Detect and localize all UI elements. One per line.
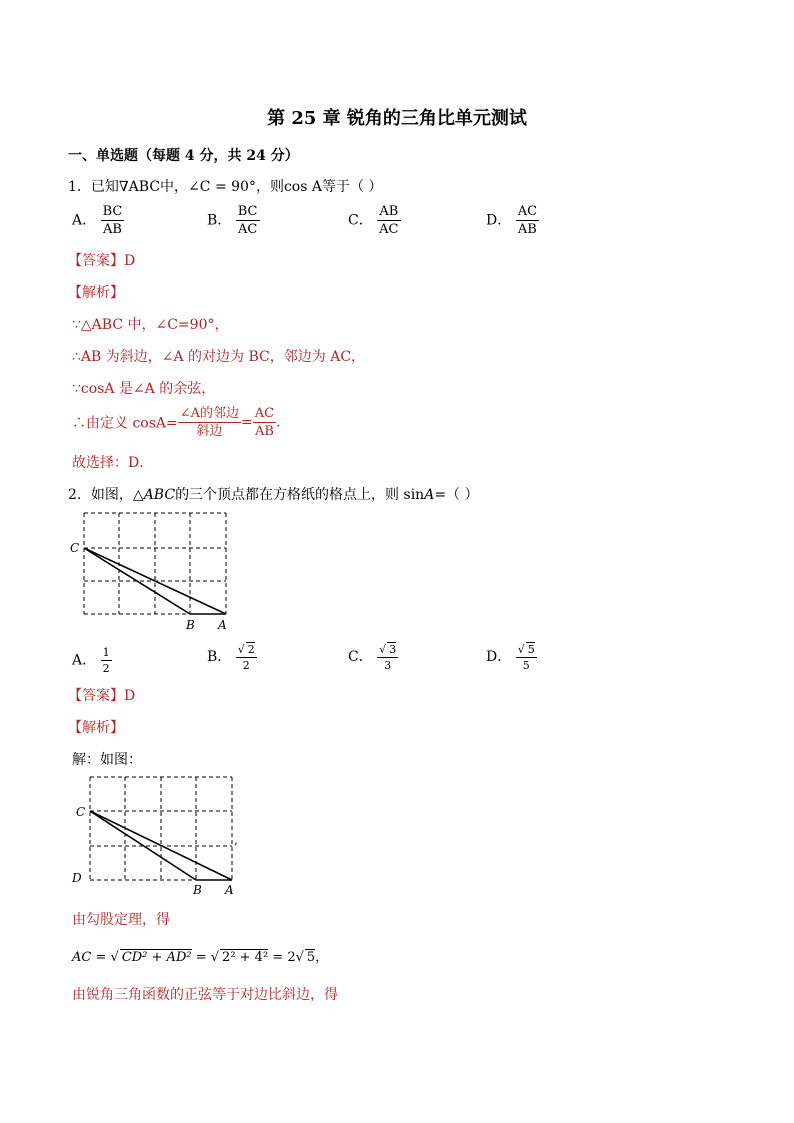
- q1-definition: ∴由定义 cosA= $\frac{\text{∠A的邻边}}{\text{斜边}}$ = $\frac{AC}{AB}$ .: [72, 406, 281, 439]
- def-fraction-2: $\frac{AC}{AB}$: [254, 406, 275, 439]
- option-label: A．: [72, 212, 97, 229]
- q2-equation: AC = √ CD² + AD² = √ 2² + 4² = 2√ 5，: [72, 950, 329, 965]
- q1-line-2: ∴AB 为斜边，∠A 的对边为 BC，邻边为 AC，: [72, 349, 366, 365]
- q1-line-1: ∵△ABC 中，∠C=90°，: [72, 317, 229, 333]
- q2-option-d: D． $\frac{√ 5}{5}$: [486, 643, 535, 672]
- option-fraction: $\frac{√ 3}{3}$: [379, 643, 397, 672]
- option-fraction: $\frac{√ 5}{5}$: [517, 643, 535, 672]
- page-title: 第 25 章 锐角的三角比单元测试: [267, 108, 527, 129]
- q1-option-a: [72, 204, 124, 237]
- q2-solution-intro: 解：如图：: [72, 752, 142, 768]
- option-fraction: $\frac{AC}{AB}$: [517, 204, 538, 237]
- section-heading: 一、单选题（每题 4 分，共 24 分）: [68, 148, 299, 164]
- option-label: B．: [207, 212, 232, 229]
- q2-pythagoras-line: 由勾股定理，得: [72, 912, 170, 928]
- q2-analysis-title: 【解析】: [68, 720, 124, 736]
- figure-comma: ,: [234, 833, 238, 847]
- option-fraction: $\frac{AB}{AC}$: [379, 204, 399, 237]
- q1-option-d: [486, 204, 539, 237]
- q2-answer: 【答案】D: [68, 688, 136, 704]
- q2-final-line: 由锐角三角函数的正弦等于对边比斜边，得: [72, 987, 338, 1003]
- vertex-label-a: A: [225, 883, 234, 897]
- option-fraction: $\frac{1}{2}$: [102, 646, 110, 675]
- q1-option-c: [348, 204, 401, 237]
- def-fraction: $\frac{\text{∠A的邻边}}{\text{斜边}}$: [179, 406, 240, 439]
- option-label: D．: [486, 212, 512, 229]
- grid-figure-2: [68, 772, 258, 898]
- vertex-label-c: C: [76, 805, 86, 819]
- q2-stem: 2．如图，△ABC的三个顶点都在方格纸的格点上，则 sinA=（ ）: [68, 487, 479, 503]
- q1-option-b: [207, 204, 260, 237]
- q1-analysis-title: 【解析】: [68, 285, 124, 301]
- q1-conclusion: 故选择：D．: [72, 455, 154, 471]
- q1-stem: 1．已知∇ABC中，∠C = 90°，则cos A等于（ ）: [68, 179, 383, 195]
- option-fraction: $\frac{BC}{AB}$: [102, 204, 123, 237]
- q2-option-a: A． $\frac{1}{2}$: [72, 646, 110, 675]
- vertex-label-c: C: [70, 541, 80, 555]
- option-fraction: $\frac{BC}{AC}$: [237, 204, 258, 237]
- q2-option-b: B． $\frac{√ 2}{2}$: [207, 643, 255, 672]
- q2-option-c: C． $\frac{√ 3}{3}$: [348, 643, 397, 672]
- vertex-label-b: B: [186, 618, 195, 632]
- vertex-label-b: B: [193, 883, 202, 897]
- option-fraction: $\frac{√ 2}{2}$: [237, 643, 255, 672]
- vertex-label-a: A: [218, 618, 227, 632]
- option-label: C．: [348, 212, 373, 229]
- vertex-label-d: D: [72, 871, 82, 885]
- q1-answer: 【答案】D: [68, 253, 136, 269]
- grid-figure-1: [68, 508, 240, 634]
- q1-line-3: ∵cosA 是∠A 的余弦，: [72, 381, 216, 397]
